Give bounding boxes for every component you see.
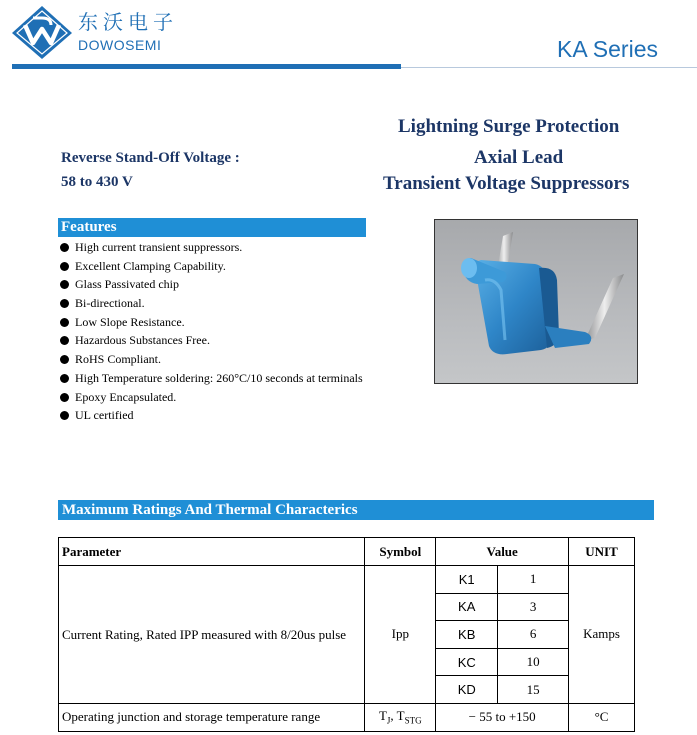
value-cell: 1	[498, 566, 569, 594]
bullet-icon	[60, 280, 69, 289]
product-photo	[434, 219, 638, 384]
current-rating-parameter: Current Rating, Rated IPP measured with 8/20us pulse	[59, 566, 365, 704]
feature-item: Hazardous Substances Free.	[60, 332, 363, 351]
value-cell: 15	[498, 676, 569, 704]
model-cell: KD	[436, 676, 498, 704]
bullet-icon	[60, 393, 69, 402]
model-cell: KC	[436, 648, 498, 676]
table-header-row	[59, 538, 635, 566]
value-cell: 10	[498, 648, 569, 676]
feature-item: Low Slope Resistance.	[60, 314, 363, 333]
model-cell: KA	[436, 593, 498, 621]
feature-item: High Temperature soldering: 260°C/10 seconds at terminals	[60, 370, 363, 389]
header-unit: UNIT	[569, 538, 635, 566]
current-rating-unit: Kamps	[569, 566, 635, 704]
table-row	[59, 703, 635, 731]
company-logo	[11, 5, 73, 60]
temperature-symbol: $T_J$, $T_{STG}$	[365, 703, 436, 731]
feature-item: Bi-directional.	[60, 295, 363, 314]
header-symbol: Symbol	[365, 538, 436, 566]
product-title-line1: Lightning Surge Protection	[398, 116, 620, 137]
feature-item: Glass Passivated chip	[60, 276, 363, 295]
bullet-icon	[60, 336, 69, 345]
model-cell: KB	[436, 621, 498, 649]
bullet-icon	[60, 262, 69, 271]
bullet-icon	[60, 411, 69, 420]
header-parameter: Parameter	[59, 538, 365, 566]
header-divider	[401, 67, 697, 68]
temperature-unit: °C	[569, 703, 635, 731]
current-rating-symbol: Ipp	[365, 566, 436, 704]
bullet-icon	[60, 355, 69, 364]
temperature-parameter: Operating junction and storage temperature range	[59, 703, 365, 731]
header-accent-bar	[12, 64, 401, 69]
bullet-icon	[60, 318, 69, 327]
feature-item: Excellent Clamping Capability.	[60, 258, 363, 277]
value-cell: 6	[498, 621, 569, 649]
axial-lead-tvs-image	[435, 220, 637, 383]
model-cell: K1	[436, 566, 498, 594]
logo-chinese-name: 东沃电子	[78, 10, 178, 34]
table-row	[59, 566, 635, 594]
product-title-line2: Axial Lead	[474, 147, 564, 168]
reverse-standoff-value: 58 to 430 V	[61, 174, 133, 190]
feature-item: RoHS Compliant.	[60, 351, 363, 370]
features-list	[60, 239, 363, 426]
ratings-table	[58, 537, 635, 732]
series-title: KA Series	[557, 36, 658, 62]
value-cell: 3	[498, 593, 569, 621]
dowosemi-logo-icon	[11, 5, 73, 60]
product-title-line3: Transient Voltage Suppressors	[383, 173, 630, 194]
features-title: Features	[61, 219, 117, 235]
logo-english-name: DOWOSEMI	[78, 37, 162, 53]
feature-item: Epoxy Encapsulated.	[60, 389, 363, 408]
bullet-icon	[60, 243, 69, 252]
temperature-value: − 55 to +150	[436, 703, 569, 731]
max-ratings-title: Maximum Ratings And Thermal Characterics	[62, 502, 358, 518]
header-value: Value	[436, 538, 569, 566]
feature-item: High current transient suppressors.	[60, 239, 363, 258]
bullet-icon	[60, 299, 69, 308]
bullet-icon	[60, 374, 69, 383]
feature-item: UL certified	[60, 407, 363, 426]
reverse-standoff-label: Reverse Stand-Off Voltage :	[61, 150, 240, 166]
